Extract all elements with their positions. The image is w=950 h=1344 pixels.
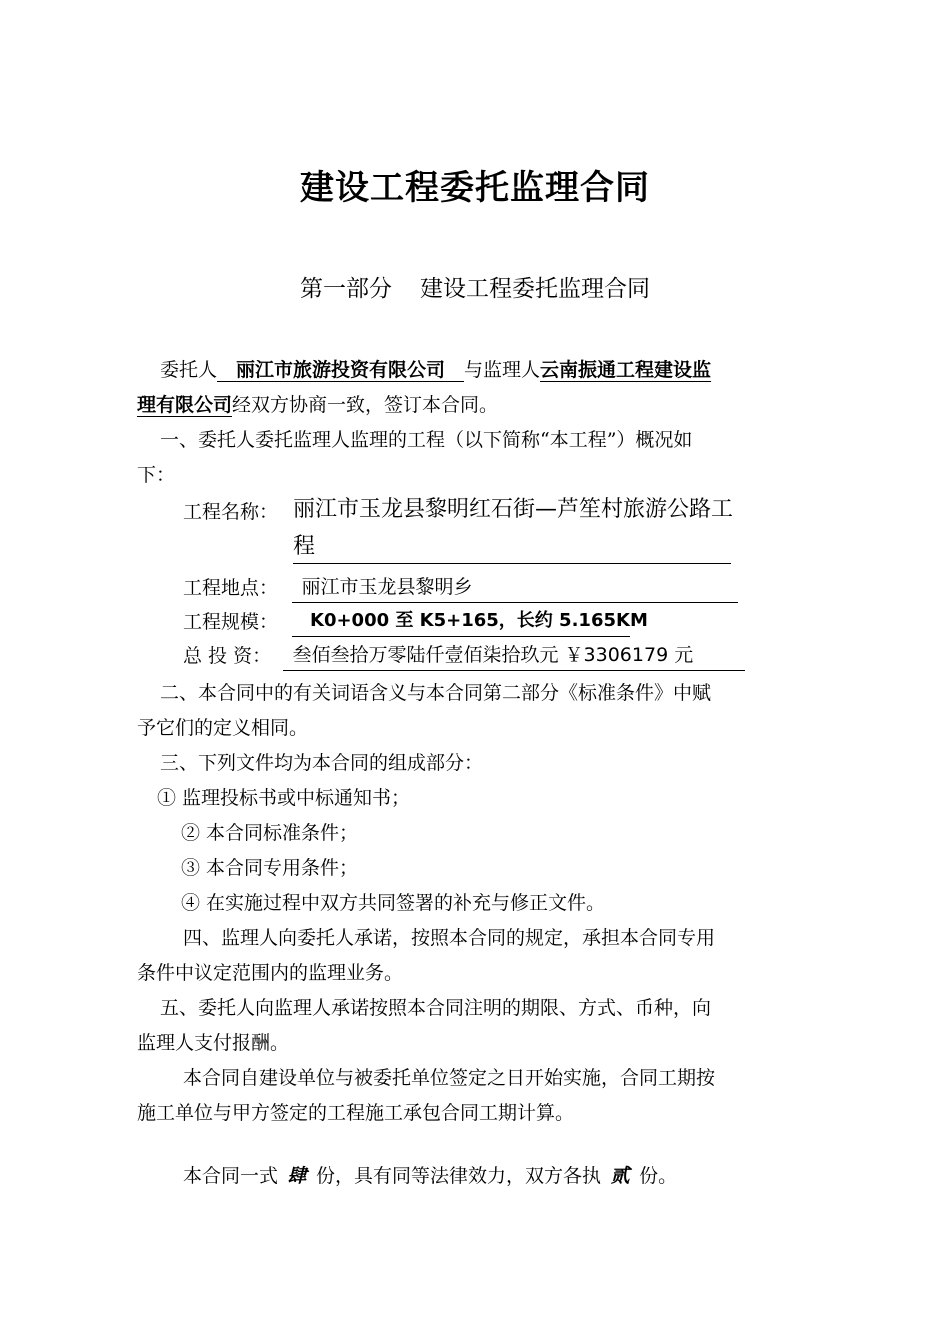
intro-line-1 [160,354,711,386]
part-name: 建设工程委托监理合同 [420,276,650,302]
clause-1-line-1: 一、委托人委托监理人监理的工程（以下简称“本工程”）概况如 [160,429,693,451]
project-investment-value: 叁佰叁拾万零陆仟壹佰柒拾玖元 ￥3306179 元 [283,640,745,671]
project-site-label: 工程地点： [183,577,279,599]
component-doc-item: ② 本合同标准条件； [181,822,359,844]
document-title: 建设工程委托监理合同 [300,168,650,208]
project-name-value-line-2: 程 [293,531,731,564]
clause-5-line-1: 五、委托人向监理人承诺按照本合同注明的期限、方式、币种，向 [160,997,712,1019]
component-doc-item: ① 监理投标书或中标通知书； [157,787,411,809]
copies-each: 贰 [610,1165,630,1187]
client-name: 丽江市旅游投资有限公司 [236,359,446,381]
copies-tail: 份。 [639,1165,678,1187]
clause-5-line-2: 监理人支付报酬。 [137,1032,290,1054]
component-doc-item: ③ 本合同专用条件； [181,857,359,879]
project-site-value: 丽江市玉龙县黎明乡 [292,572,738,603]
clause-1-line-2: 下： [137,464,176,486]
intro-line-2 [137,389,498,421]
component-doc-item: ④ 在实施过程中双方共同签署的补充与修正文件。 [181,892,606,914]
project-investment-label: 总 投 资： [183,645,272,667]
clause-3-heading: 三、下列文件均为本合同的组成部分： [160,752,484,774]
clause-2-line-1: 二、本合同中的有关词语含义与本合同第二部分《标准条件》中赋 [160,682,712,704]
copies-count: 肆 [287,1165,307,1187]
project-name-value-line-1: 丽江市玉龙县黎明红石街—芦笙村旅游公路工 [293,497,734,522]
intro-tail: 经双方协商一致，签订本合同。 [232,394,499,416]
copies-statement [183,1160,677,1192]
effective-line-1: 本合同自建设单位与被委托单位签定之日开始实施，合同工期按 [183,1067,716,1089]
clause-4-line-1: 四、监理人向委托人承诺，按照本合同的规定，承担本合同专用 [183,927,716,949]
project-name-label: 工程名称： [183,501,279,523]
project-scale-label: 工程规模： [183,611,279,633]
supervisor-name-part1: 云南振通工程建设监 [540,359,712,381]
project-scale-value: K0+000 至 K5+165，长约 5.165KM [292,606,630,637]
clause-2-line-2: 予它们的定义相同。 [137,717,309,739]
copies-lead: 本合同一式 [183,1165,279,1187]
part-label: 第一部分 [300,276,392,302]
supervisor-name-part2: 理有限公司 [137,394,233,416]
effective-line-2: 施工单位与甲方签定的工程施工承包合同工期计算。 [137,1102,575,1124]
intro-mid: 与监理人 [464,359,541,381]
clause-4-line-2: 条件中议定范围内的监理业务。 [137,962,404,984]
part-heading [0,270,950,303]
copies-mid: 份，具有同等法律效力，双方各执 [316,1165,602,1187]
intro-lead: 委托人 [160,359,218,381]
